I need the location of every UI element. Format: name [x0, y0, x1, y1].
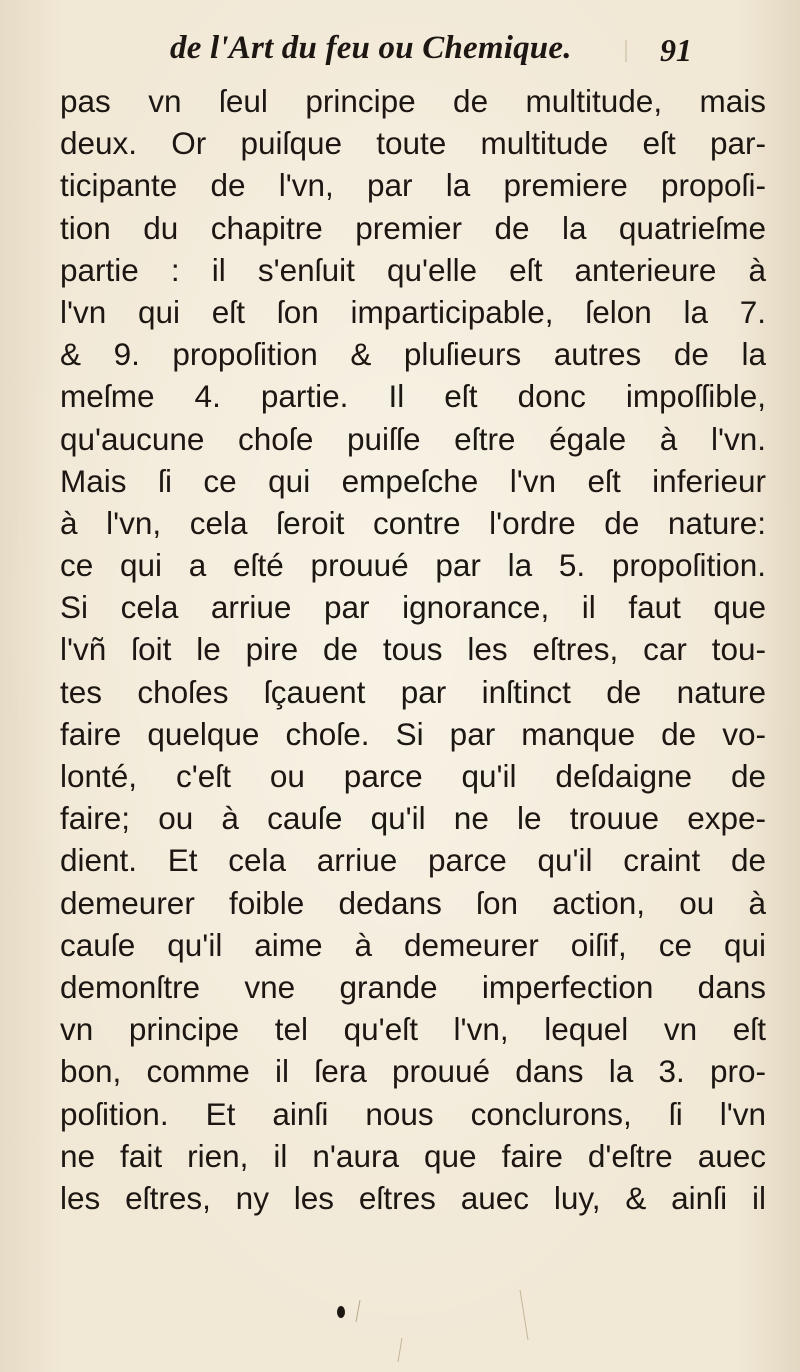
text-line: lonté, c'eſt ou parce qu'il deſdaigne de: [60, 758, 766, 794]
text-line: demonſtre vne grande imperfection dans: [60, 968, 766, 1005]
text-line: les eſtres, ny les eſtres auec luy, & ainſi il: [60, 1179, 766, 1216]
text-line: demeurer foible dedans ſon action, ou à: [60, 884, 766, 921]
text-line: ce qui a eſté prouué par la 5. propoſition.: [60, 547, 766, 584]
text-line: faire quelque choſe. Si par manque de vo-: [60, 715, 766, 752]
text-line: pas vn ſeul principe de multitude, mais: [60, 83, 766, 119]
text-line: partie : il s'enſuit qu'elle eſt anterieure à: [60, 251, 766, 288]
running-head: de l'Art du feu ou Chemique.: [170, 30, 572, 66]
text-line: Mais ſi ce qui empeſche l'vn eſt inferieur: [60, 462, 766, 499]
text-line: poſition. Et ainſi nous conclurons, ſi l'vn: [60, 1095, 766, 1132]
text-line: faire; ou à cauſe qu'il ne le trouue expe-: [60, 800, 766, 837]
text-line: à l'vn, cela ſeroit contre l'ordre de nature:: [60, 504, 766, 541]
text-line: l'vñ ſoit le pire de tous les eſtres, car tou-: [60, 631, 766, 668]
text-line: deux. Or puiſque toute multitude eſt par-: [60, 125, 766, 162]
text-line: bon, comme il ſera prouué dans la 3. pro-: [60, 1053, 766, 1090]
body-text: [60, 80, 766, 1219]
ink-speck: [337, 1306, 345, 1318]
text-line: ne fait rien, il n'aura que faire d'eſtre auec: [60, 1137, 766, 1174]
page-number: 91: [660, 32, 692, 68]
text-line: vn principe tel qu'eſt l'vn, lequel vn eſt: [60, 1011, 766, 1048]
text-line: tes choſes ſçauent par inſtinct de nature: [60, 673, 766, 710]
text-line: meſme 4. partie. Il eſt donc impoſſible,: [60, 378, 766, 415]
text-line: tion du chapitre premier de la quatrieſme: [60, 209, 766, 246]
text-line: cauſe qu'il aime à demeurer oiſif, ce qui: [60, 926, 766, 963]
text-line: ticipante de l'vn, par la premiere propoſi-: [60, 167, 766, 204]
text-line: & 9. propoſition & pluſieurs autres de la: [60, 336, 766, 373]
text-line: qu'aucune choſe puiſſe eſtre égale à l'vn.: [60, 420, 766, 457]
text-line: l'vn qui eſt ſon imparticipable, ſelon la 7.: [60, 293, 766, 330]
paper-scratch: [356, 1300, 360, 1322]
text-line: dient. Et cela arriue parce qu'il craint de: [60, 842, 766, 879]
paper-scratch: [398, 1338, 402, 1362]
text-line: Si cela arriue par ignorance, il faut que: [60, 589, 766, 626]
paper-scratch: [520, 1290, 528, 1340]
